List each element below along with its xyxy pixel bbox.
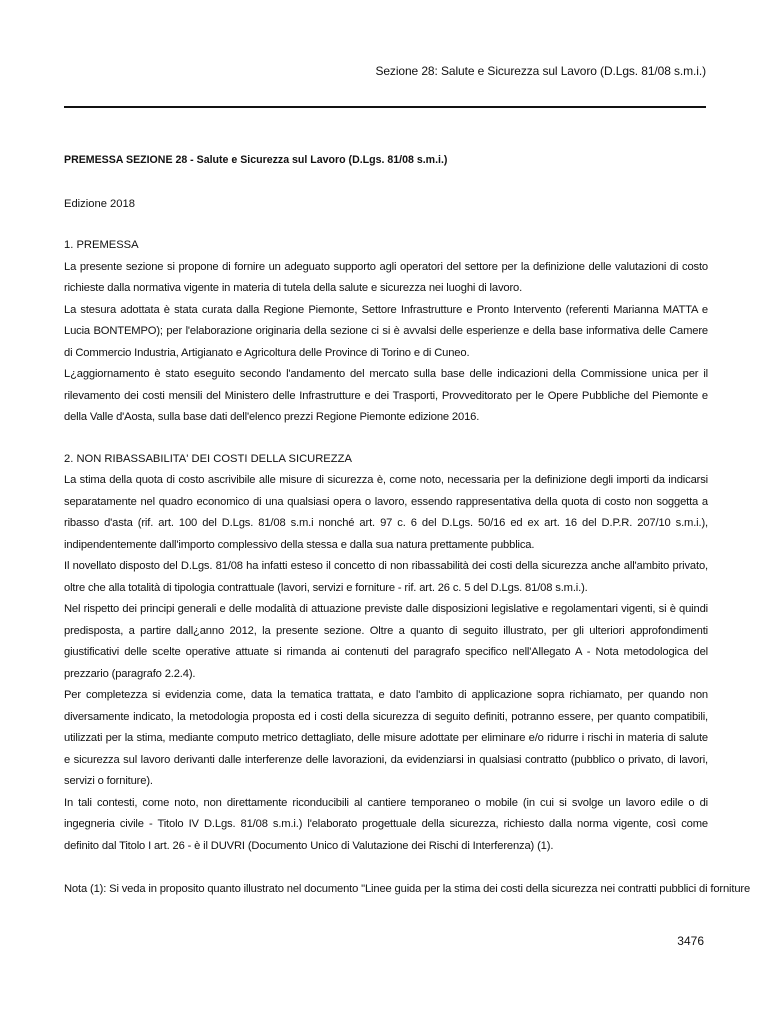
- paragraph: Nel rispetto dei principi generali e delle modalità di attuazione previste dalle disposizioni legislative e regolamentari vigenti, si è quindi predisposta, a partire dall¿anno 2012, la presente sezione. Oltre a quanto di seguito illustrato, per gli ulteriori approfondimenti giustificativi delle scelte operative attuate si rimanda ai contenuti del paragrafo specifico nell'Allegato A - Nota metodologica del prezzario (paragrafo 2.2.4).: [64, 603, 708, 680]
- paragraph: Il novellato disposto del D.Lgs. 81/08 ha infatti esteso il concetto di non ribassabilità dei costi della sicurezza anche all'ambito privato, oltre che alla totalità di tipologia contrattuale (lavori, servizi e forniture - rif. art. 26 c. 5 del D.Lgs. 81/08 s.m.i.).: [64, 560, 708, 594]
- paragraph: L¿aggiornamento è stato eseguito secondo l'andamento del mercato sulla base delle indicazioni della Commissione unica per il rilevamento dei costi mensili del Ministero delle Infrastrutture e dei Trasporti, Provveditorato per le Opere Pubbliche del Piemonte e della Valle d'Aosta, sulla base dati dell'elenco prezzi Regione Piemonte edizione 2016.: [64, 368, 708, 423]
- section-header-title: Sezione 28: Salute e Sicurezza sul Lavoro (D.Lgs. 81/08 s.m.i.): [375, 64, 706, 78]
- section-non-ribassabilita: [64, 449, 708, 858]
- document-body: [64, 150, 751, 901]
- section-premessa: [64, 235, 708, 429]
- paragraph: La presente sezione si propone di fornire un adeguato supporto agli operatori del settore per la definizione delle valutazioni di costo richieste dalla normativa vigente in materia di tutela della salute e sicurezza nei luoghi di lavoro.: [64, 260, 708, 294]
- edition-label: Edizione 2018: [64, 197, 135, 210]
- section-title: 2. NON RIBASSABILITA' DEI COSTI DELLA SICUREZZA: [64, 452, 352, 465]
- paragraph: Per completezza si evidenzia come, data la tematica trattata, e dato l'ambito di applicazione sopra richiamato, per quando non diversamente indicato, la metodologia proposta ed i costi della sicurezza di seguito definiti, potranno essere, per quanto compatibili, utilizzati per la stima, mediante computo metrico dettagliato, delle misure adottate per eliminare e/o ridurre i rischi in materia di salute e sicurezza sul lavoro derivanti dalle interferenze delle lavorazioni, da evidenziarsi in qualsiasi contratto (pubblico o privato, di lavori, servizi o forniture).: [64, 689, 708, 787]
- page-number: 3476: [677, 934, 704, 948]
- section-title: 1. PREMESSA: [64, 239, 139, 251]
- paragraph: La stesura adottata è stata curata dalla Regione Piemonte, Settore Infrastrutture e Pronto Intervento (referenti Marianna MATTA e Lucia BONTEMPO); per l'elaborazione originaria della sezione ci si è avvalsi delle esperienze e della base informativa delle Camere di Commercio Industria, Artigianato e Agricoltura delle Province di Torino e di Cuneo.: [64, 303, 708, 359]
- footnote: Nota (1): Si veda in proposito quanto illustrato nel documento "Linee guida per la stima dei costi della sicurezza nei contratti pubblici di forniture: [64, 883, 751, 895]
- document-heading: PREMESSA SEZIONE 28 - Salute e Sicurezza sul Lavoro (D.Lgs. 81/08 s.m.i.): [64, 154, 448, 166]
- paragraph: La stima della quota di costo ascrivibile alle misure di sicurezza è, come noto, necessaria per la definizione degli importi da indicarsi separatamente nel quadro economico di una qualsiasi opera o lavoro, essendo rappresentativa della quota di costo non soggetta a ribasso d'asta (rif. art. 100 del D.Lgs. 81/08 s.m.i nonché art. 97 c. 6 del D.Lgs. 50/16 ed ex art. 16 del D.P.R. 207/10 s.m.i.), indipendentemente dall'importo complessivo della stessa e dalla sua natura prettamente pubblica.: [64, 474, 708, 551]
- header-divider: [64, 106, 706, 108]
- paragraph: In tali contesti, come noto, non direttamente riconducibili al cantiere temporaneo o mobile (in cui si svolge un lavoro edile o di ingegneria civile - Titolo IV D.Lgs. 81/08 s.m.i.) l'elaborato progettuale della sicurezza, richiesto dalla norma vigente, così come definito dal Titolo I art. 26 - è il DUVRI (Documento Unico di Valutazione dei Rischi di Interferenza) (1).: [64, 796, 708, 852]
